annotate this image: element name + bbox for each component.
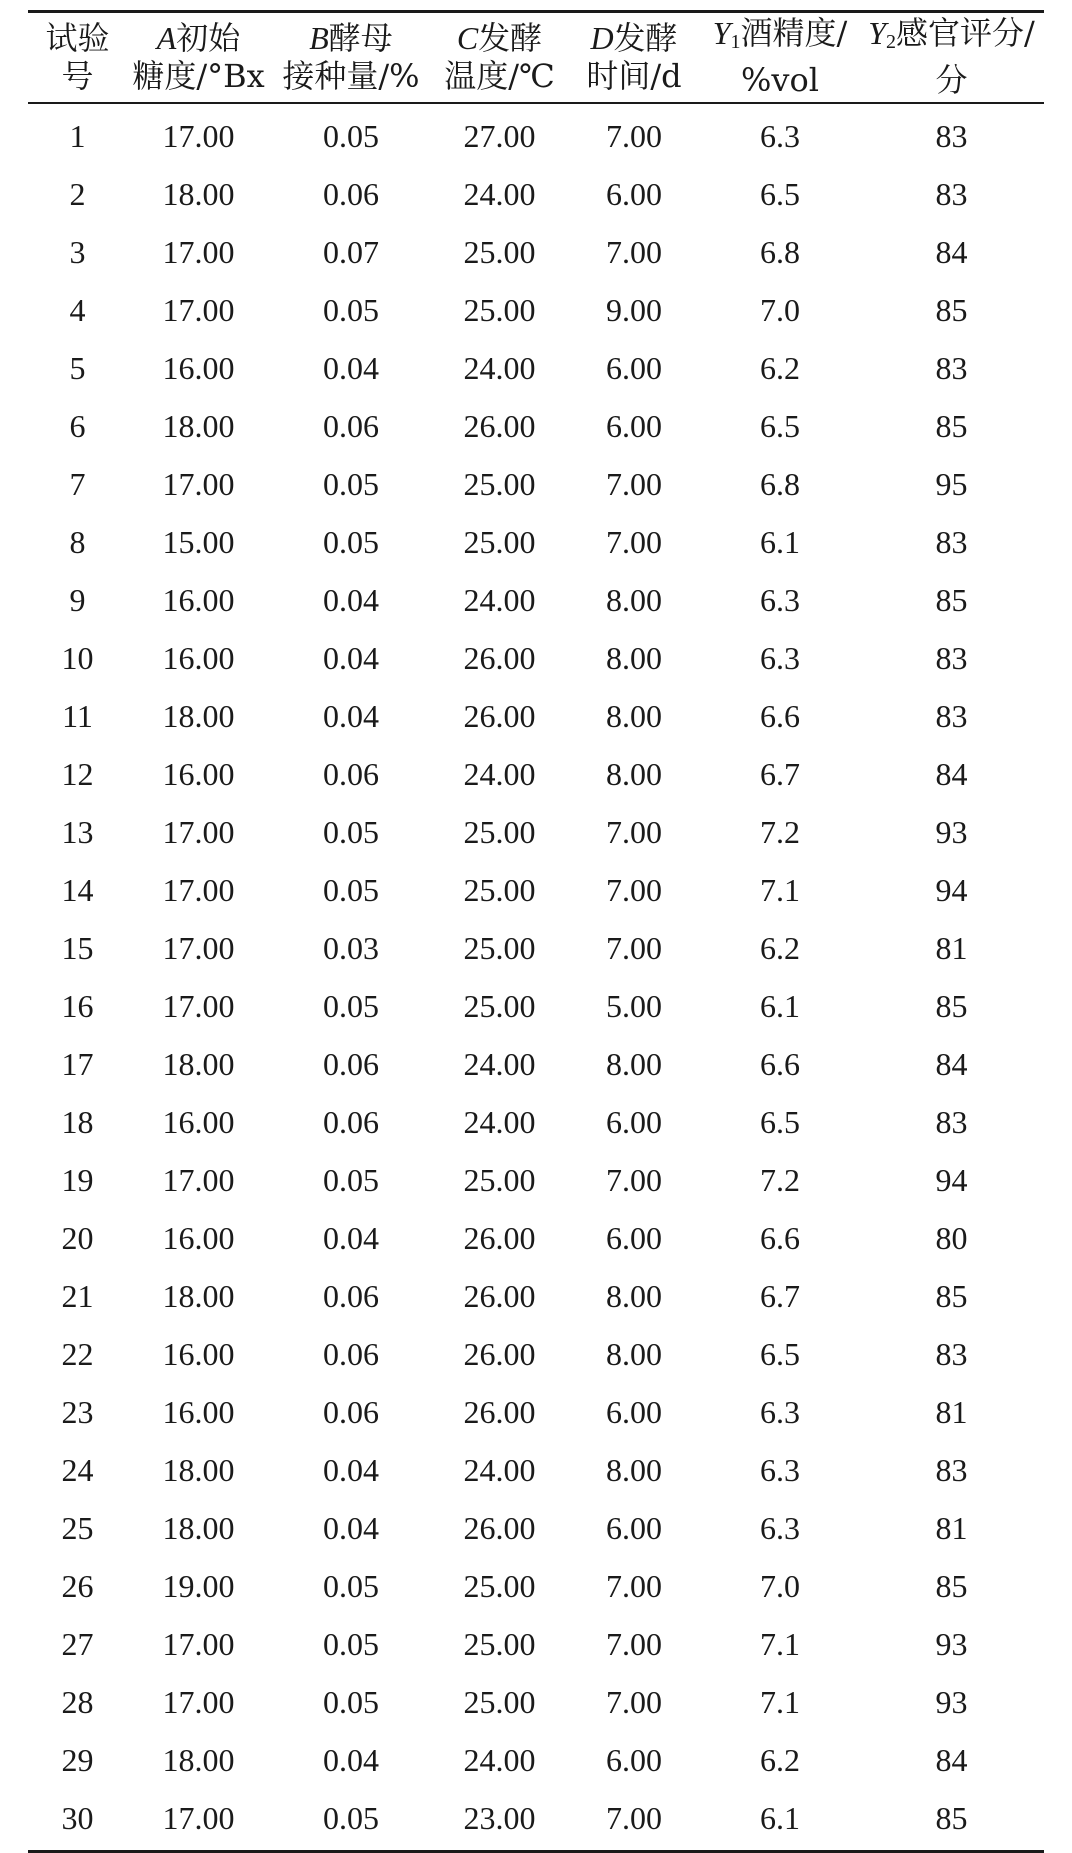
table-row xyxy=(28,688,1044,746)
table-row xyxy=(28,1674,1044,1732)
table-cell: 26.00 xyxy=(463,1510,536,1546)
table-cell: 20 xyxy=(61,1220,94,1256)
table-cell: 18.00 xyxy=(162,176,235,212)
table-cell: 9.00 xyxy=(606,292,662,328)
table-cell: 17 xyxy=(61,1046,94,1082)
table-cell: 23 xyxy=(61,1394,94,1430)
table-cell: 11 xyxy=(62,698,93,734)
table-cell: 17.00 xyxy=(162,1162,235,1198)
table-cell: 9 xyxy=(69,582,86,618)
table-cell: 16.00 xyxy=(162,756,235,792)
table-cell: 0.05 xyxy=(323,1568,379,1604)
table-row xyxy=(28,1500,1044,1558)
table-cell: 8.00 xyxy=(606,582,662,618)
column-header-text: 酵母 xyxy=(328,18,393,57)
column-header-text: 号 xyxy=(61,56,94,95)
table-cell: 6.00 xyxy=(606,176,662,212)
table-cell: 0.06 xyxy=(323,1336,379,1372)
table-cell: 6.00 xyxy=(606,1510,662,1546)
column-header-text: 发酵 xyxy=(478,18,543,57)
table-cell: 3 xyxy=(69,234,86,270)
table-row xyxy=(28,398,1044,456)
column-header-text: 分 xyxy=(935,61,968,99)
table-cell: 1 xyxy=(69,118,86,154)
table-cell: 6.5 xyxy=(760,176,800,212)
table-cell: 7.00 xyxy=(606,1568,662,1604)
table-row xyxy=(28,1790,1044,1848)
table-cell: 25.00 xyxy=(463,988,536,1024)
table-cell: 15 xyxy=(61,930,94,966)
table-cell: 17.00 xyxy=(162,118,235,154)
column-header-text: 感官评分/ xyxy=(896,14,1035,52)
table-cell: 8.00 xyxy=(606,640,662,676)
table-cell: 5 xyxy=(69,350,86,386)
table-cell: 26.00 xyxy=(463,408,536,444)
column-header-line xyxy=(567,57,701,95)
table-cell: 83 xyxy=(935,1336,968,1372)
table-cell: 0.04 xyxy=(323,350,379,386)
column-header-text: 接种量/% xyxy=(282,56,420,95)
table-cell: 25.00 xyxy=(463,1684,536,1720)
table-cell: 25.00 xyxy=(463,292,536,328)
column-header xyxy=(432,19,567,95)
table-cell: 26.00 xyxy=(463,640,536,676)
table-cell: 0.04 xyxy=(323,1510,379,1546)
table-cell: 26.00 xyxy=(463,1336,536,1372)
table-cell: 83 xyxy=(935,176,968,212)
table-cell: 18.00 xyxy=(162,1278,235,1314)
column-header xyxy=(701,14,859,99)
table-cell: 25.00 xyxy=(463,1568,536,1604)
table-cell: 6.3 xyxy=(760,1510,800,1546)
table-cell: 25.00 xyxy=(463,930,536,966)
table-header-row xyxy=(28,13,1044,100)
table-cell: 17.00 xyxy=(162,930,235,966)
table-cell: 6.6 xyxy=(760,1046,800,1082)
table-cell: 26 xyxy=(61,1568,94,1604)
column-header-text: 酒精度/ xyxy=(740,14,848,52)
table-row xyxy=(28,340,1044,398)
table-cell: 7.0 xyxy=(760,1568,800,1604)
table-row xyxy=(28,1616,1044,1674)
table-cell: 6.1 xyxy=(760,524,800,560)
table-cell: 0.05 xyxy=(323,524,379,560)
table-cell: 16.00 xyxy=(162,640,235,676)
table-cell: 16.00 xyxy=(162,1336,235,1372)
column-header-line xyxy=(127,19,270,57)
table-cell: 25.00 xyxy=(463,872,536,908)
table-cell: 85 xyxy=(935,988,968,1024)
table-cell: 24.00 xyxy=(463,350,536,386)
table-cell: 7.1 xyxy=(760,1684,800,1720)
table-cell: 18.00 xyxy=(162,408,235,444)
table-cell: 8.00 xyxy=(606,698,662,734)
table-cell: 6.00 xyxy=(606,408,662,444)
table-cell: 17.00 xyxy=(162,466,235,502)
table-cell: 7.00 xyxy=(606,930,662,966)
column-header-line xyxy=(28,57,127,95)
column-header-line xyxy=(567,19,701,57)
table-row xyxy=(28,108,1044,166)
column-header-text: 温度/℃ xyxy=(444,56,555,95)
table-row xyxy=(28,630,1044,688)
table-cell: 24.00 xyxy=(463,756,536,792)
table-cell: 24.00 xyxy=(463,582,536,618)
table-cell: 6.3 xyxy=(760,1452,800,1488)
column-header xyxy=(567,19,701,95)
table-row xyxy=(28,978,1044,1036)
table-row xyxy=(28,282,1044,340)
table-row xyxy=(28,1732,1044,1790)
column-header-line xyxy=(127,57,270,95)
table-cell: 6.5 xyxy=(760,1104,800,1140)
table-cell: 83 xyxy=(935,350,968,386)
table-row xyxy=(28,1384,1044,1442)
table-cell: 24.00 xyxy=(463,1742,536,1778)
column-header xyxy=(127,19,270,95)
variable-symbol: D xyxy=(590,19,614,56)
table-cell: 17.00 xyxy=(162,234,235,270)
table-cell: 7.00 xyxy=(606,814,662,850)
column-header-text: 时间/d xyxy=(586,56,682,95)
table-cell: 16.00 xyxy=(162,1394,235,1430)
table-cell: 30 xyxy=(61,1800,94,1836)
table-cell: 0.04 xyxy=(323,1220,379,1256)
table-cell: 16.00 xyxy=(162,1104,235,1140)
table-cell: 5.00 xyxy=(606,988,662,1024)
table-cell: 6.7 xyxy=(760,1278,800,1314)
table-cell: 27 xyxy=(61,1626,94,1662)
table-row xyxy=(28,1094,1044,1152)
table-cell: 6.1 xyxy=(760,1800,800,1836)
table-cell: 0.05 xyxy=(323,872,379,908)
table-cell: 6.6 xyxy=(760,1220,800,1256)
table-cell: 6.8 xyxy=(760,234,800,270)
table-cell: 26.00 xyxy=(463,1220,536,1256)
table-cell: 7.00 xyxy=(606,872,662,908)
table-cell: 0.04 xyxy=(323,582,379,618)
table-cell: 85 xyxy=(935,582,968,618)
table-cell: 7.2 xyxy=(760,814,800,850)
table-cell: 24 xyxy=(61,1452,94,1488)
table-cell: 85 xyxy=(935,1800,968,1836)
table-cell: 0.06 xyxy=(323,756,379,792)
table-cell: 7.00 xyxy=(606,234,662,270)
table-cell: 0.04 xyxy=(323,640,379,676)
table-row xyxy=(28,1442,1044,1500)
table-cell: 84 xyxy=(935,1742,968,1778)
table-cell: 6.3 xyxy=(760,1394,800,1430)
table-cell: 7.00 xyxy=(606,118,662,154)
table-cell: 17.00 xyxy=(162,1800,235,1836)
table-cell: 6.3 xyxy=(760,640,800,676)
column-header-line xyxy=(701,61,859,99)
data-table xyxy=(28,10,1044,1853)
table-cell: 25.00 xyxy=(463,1626,536,1662)
table-cell: 0.05 xyxy=(323,1800,379,1836)
table-cell: 17.00 xyxy=(162,1626,235,1662)
table-cell: 0.05 xyxy=(323,1684,379,1720)
table-cell: 7 xyxy=(69,466,86,502)
table-cell: 80 xyxy=(935,1220,968,1256)
table-cell: 0.05 xyxy=(323,466,379,502)
table-cell: 81 xyxy=(935,1394,968,1430)
table-cell: 85 xyxy=(935,408,968,444)
table-cell: 6.00 xyxy=(606,1394,662,1430)
table-cell: 14 xyxy=(61,872,94,908)
table-row xyxy=(28,456,1044,514)
table-cell: 93 xyxy=(935,814,968,850)
table-cell: 16.00 xyxy=(162,582,235,618)
variable-subscript: 2 xyxy=(886,31,896,53)
table-row xyxy=(28,166,1044,224)
column-header-line xyxy=(270,57,432,95)
table-cell: 0.06 xyxy=(323,1278,379,1314)
table-cell: 7.00 xyxy=(606,466,662,502)
column-header-line xyxy=(432,57,567,95)
column-header-text: %vol xyxy=(741,61,819,99)
table-cell: 18.00 xyxy=(162,1742,235,1778)
table-cell: 81 xyxy=(935,930,968,966)
table-cell: 95 xyxy=(935,466,968,502)
column-header-text: 试验 xyxy=(45,18,110,57)
table-cell: 6.6 xyxy=(760,698,800,734)
table-cell: 6.7 xyxy=(760,756,800,792)
table-cell: 25 xyxy=(61,1510,94,1546)
table-cell: 0.06 xyxy=(323,408,379,444)
table-cell: 17.00 xyxy=(162,988,235,1024)
table-cell: 2 xyxy=(69,176,86,212)
table-row xyxy=(28,1210,1044,1268)
table-cell: 6.3 xyxy=(760,582,800,618)
variable-symbol: A xyxy=(156,19,177,56)
table-cell: 83 xyxy=(935,698,968,734)
column-header-text: 初始 xyxy=(176,18,241,57)
table-cell: 85 xyxy=(935,1568,968,1604)
table-cell: 18.00 xyxy=(162,698,235,734)
table-cell: 81 xyxy=(935,1510,968,1546)
table-row xyxy=(28,1268,1044,1326)
table-cell: 7.00 xyxy=(606,524,662,560)
variable-symbol: Y xyxy=(868,15,886,51)
table-cell: 0.05 xyxy=(323,1626,379,1662)
table-cell: 25.00 xyxy=(463,466,536,502)
table-cell: 7.2 xyxy=(760,1162,800,1198)
table-cell: 7.00 xyxy=(606,1162,662,1198)
column-header xyxy=(28,19,127,95)
table-cell: 84 xyxy=(935,756,968,792)
table-cell: 6.00 xyxy=(606,1104,662,1140)
table-cell: 6.00 xyxy=(606,1742,662,1778)
table-cell: 17.00 xyxy=(162,814,235,850)
table-cell: 19 xyxy=(61,1162,94,1198)
table-cell: 24.00 xyxy=(463,1104,536,1140)
table-cell: 0.05 xyxy=(323,988,379,1024)
table-cell: 26.00 xyxy=(463,1394,536,1430)
table-cell: 18 xyxy=(61,1104,94,1140)
table-cell: 84 xyxy=(935,1046,968,1082)
table-row xyxy=(28,746,1044,804)
table-cell: 0.05 xyxy=(323,1162,379,1198)
table-cell: 8.00 xyxy=(606,1046,662,1082)
table-cell: 8.00 xyxy=(606,1278,662,1314)
table-cell: 85 xyxy=(935,292,968,328)
table-row xyxy=(28,1558,1044,1616)
table-cell: 28 xyxy=(61,1684,94,1720)
table-cell: 21 xyxy=(61,1278,94,1314)
table-cell: 17.00 xyxy=(162,872,235,908)
table-cell: 8.00 xyxy=(606,756,662,792)
table-cell: 25.00 xyxy=(463,814,536,850)
table-cell: 0.04 xyxy=(323,1742,379,1778)
table-cell: 26.00 xyxy=(463,698,536,734)
table-row xyxy=(28,572,1044,630)
table-cell: 25.00 xyxy=(463,1162,536,1198)
table-cell: 8.00 xyxy=(606,1336,662,1372)
table-cell: 6.5 xyxy=(760,1336,800,1372)
table-cell: 0.06 xyxy=(323,1046,379,1082)
table-cell: 4 xyxy=(69,292,86,328)
table-cell: 85 xyxy=(935,1278,968,1314)
table-cell: 0.05 xyxy=(323,118,379,154)
table-cell: 7.00 xyxy=(606,1626,662,1662)
table-cell: 8.00 xyxy=(606,1452,662,1488)
table-cell: 6.00 xyxy=(606,1220,662,1256)
table-row xyxy=(28,804,1044,862)
table-cell: 10 xyxy=(61,640,94,676)
table-cell: 25.00 xyxy=(463,524,536,560)
table-cell: 23.00 xyxy=(463,1800,536,1836)
table-cell: 0.03 xyxy=(323,930,379,966)
table-cell: 93 xyxy=(935,1684,968,1720)
table-cell: 22 xyxy=(61,1336,94,1372)
table-cell: 6.5 xyxy=(760,408,800,444)
column-header xyxy=(270,19,432,95)
table-cell: 0.04 xyxy=(323,1452,379,1488)
table-cell: 6.00 xyxy=(606,350,662,386)
table-cell: 16.00 xyxy=(162,350,235,386)
column-header xyxy=(859,14,1044,99)
table-cell: 93 xyxy=(935,1626,968,1662)
table-cell: 6.2 xyxy=(760,930,800,966)
table-cell: 7.00 xyxy=(606,1800,662,1836)
table-cell: 18.00 xyxy=(162,1452,235,1488)
table-cell: 7.1 xyxy=(760,1626,800,1662)
table-cell: 0.05 xyxy=(323,292,379,328)
table-cell: 27.00 xyxy=(463,118,536,154)
table-cell: 83 xyxy=(935,524,968,560)
table-cell: 0.06 xyxy=(323,1394,379,1430)
table-cell: 29 xyxy=(61,1742,94,1778)
table-cell: 26.00 xyxy=(463,1278,536,1314)
table-cell: 6.2 xyxy=(760,350,800,386)
table-cell: 18.00 xyxy=(162,1046,235,1082)
variable-symbol: B xyxy=(309,19,329,56)
table-body xyxy=(28,104,1044,1848)
table-cell: 6 xyxy=(69,408,86,444)
column-header-text: 糖度/°Bx xyxy=(132,56,265,95)
table-cell: 0.04 xyxy=(323,698,379,734)
table-cell: 0.07 xyxy=(323,234,379,270)
column-header-line xyxy=(28,19,127,57)
table-cell: 18.00 xyxy=(162,1510,235,1546)
column-header-text: 发酵 xyxy=(613,18,678,57)
table-cell: 6.1 xyxy=(760,988,800,1024)
table-cell: 16.00 xyxy=(162,1220,235,1256)
variable-symbol: Y xyxy=(712,15,731,51)
table-cell: 24.00 xyxy=(463,1046,536,1082)
table-row xyxy=(28,1036,1044,1094)
column-header-line xyxy=(859,61,1044,99)
table-cell: 13 xyxy=(61,814,94,850)
table-cell: 8 xyxy=(69,524,86,560)
table-row xyxy=(28,514,1044,572)
table-cell: 24.00 xyxy=(463,1452,536,1488)
variable-symbol: C xyxy=(456,19,479,56)
table-cell: 19.00 xyxy=(162,1568,235,1604)
table-row xyxy=(28,1152,1044,1210)
table-row xyxy=(28,1326,1044,1384)
table-cell: 25.00 xyxy=(463,234,536,270)
table-cell: 94 xyxy=(935,1162,968,1198)
table-cell: 94 xyxy=(935,872,968,908)
table-cell: 84 xyxy=(935,234,968,270)
column-header-line xyxy=(270,19,432,57)
variable-subscript: 1 xyxy=(730,31,741,53)
table-cell: 7.00 xyxy=(606,1684,662,1720)
table-cell: 12 xyxy=(61,756,94,792)
table-cell: 0.06 xyxy=(323,1104,379,1140)
column-header-line xyxy=(701,14,859,61)
table-row xyxy=(28,920,1044,978)
table-cell: 15.00 xyxy=(162,524,235,560)
table-cell: 83 xyxy=(935,1452,968,1488)
table-cell: 6.3 xyxy=(760,118,800,154)
table-cell: 0.05 xyxy=(323,814,379,850)
table-cell: 83 xyxy=(935,640,968,676)
table-cell: 16 xyxy=(61,988,94,1024)
table-cell: 83 xyxy=(935,1104,968,1140)
table-row xyxy=(28,224,1044,282)
column-header-line xyxy=(432,19,567,57)
table-cell: 17.00 xyxy=(162,292,235,328)
table-cell: 6.8 xyxy=(760,466,800,502)
table-cell: 7.1 xyxy=(760,872,800,908)
table-cell: 17.00 xyxy=(162,1684,235,1720)
table-cell: 7.0 xyxy=(760,292,800,328)
table-cell: 83 xyxy=(935,118,968,154)
table-row xyxy=(28,862,1044,920)
table-cell: 6.2 xyxy=(760,1742,800,1778)
table-cell: 0.06 xyxy=(323,176,379,212)
table-cell: 24.00 xyxy=(463,176,536,212)
column-header-line xyxy=(859,14,1044,61)
table-bottom-rule xyxy=(28,1850,1044,1853)
